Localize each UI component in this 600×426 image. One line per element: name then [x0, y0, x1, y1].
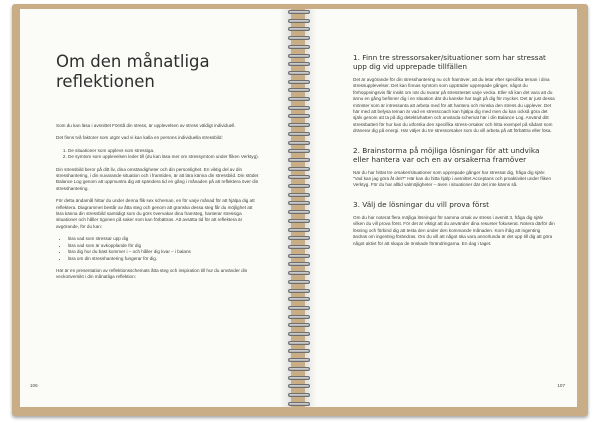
- spiral-ring: [288, 106, 310, 110]
- spiral-ring: [288, 158, 310, 162]
- spiral-ring: [288, 36, 310, 40]
- spiral-ring: [288, 358, 310, 362]
- list-item: • lära vad som stressar upp dig: [68, 236, 261, 242]
- spiral-ring: [288, 10, 310, 14]
- spiral-ring: [288, 236, 310, 240]
- spiral-ring: [288, 175, 310, 179]
- section-step-3: [353, 200, 555, 247]
- factors-list: [56, 148, 261, 161]
- spiral-ring: [288, 367, 310, 371]
- spiral-ring: [288, 132, 310, 136]
- section-body: Om du har noterat flera möjliga lösningar för samma orsak av stress i avsnitt 3, fråga dig själv vilken du vill prova först. För det är viktigt att du använder dina resurser fokuserat. Notera därför din lösning och förbind dig att testa den under den kommande månaden. Kom ihåg att ingenting ändras om ingenting förändras. Om du vill att något ska vara annorlunda är det upp till dig att göra något aktivt för att skapa de önskade förändringarna. En dag i taget.: [353, 214, 555, 246]
- list-item: 1. De situationer som upplevs som stressiga.: [68, 148, 261, 154]
- left-page: [20, 9, 291, 407]
- spiral-ring: [288, 88, 310, 92]
- spiral-ring: [288, 332, 310, 336]
- spiral-ring: [288, 341, 310, 345]
- spiral-ring: [288, 393, 310, 397]
- spiral-ring: [288, 280, 310, 284]
- section-body: När du har hittat tre orsaker/situationer som upprepade gånger har stressat dig, fråga dig själv: "Vad kan jag göra åt det?" Här kan du hitta hjälp i avsnittet Acceptans och proaktivitet under fliken Verktyg. För du har alltid valmöjligheter – även i situationer där det inte känns så.: [353, 169, 552, 188]
- benefits-list: [56, 236, 261, 262]
- spiral-ring: [288, 271, 310, 275]
- spiral-binding: [286, 10, 312, 406]
- section-body: Det är avgörande för din stresshantering nu och framöver, att du letar efter specifika teman i dina stressupplevelser. Det kan finnas symtom som uppträder upprepade gånger, något du förhoppningsvis får insikt om när du svarar på stresstestet varje vecka. Eller så kan det vara att du ännu en gång befinner dig i en situation där du kanske har tagit på dig för mycket. Det är just dessa mönster som är intressanta att arbeta med för att hantera och minska den stress du upplever. Det här med att belysa teman är vad en stresscoach kan hjälpa dig med men du kan också göra det själv genom att ta på dig detektivhatten och använda schemat här i din Balance Log. Använd ditt stressbatteri för hur kan du utforska den specifika stress-orsaker och hitta exempel på sådant som dränerar dig på energi. Här väljer du tre stressorsaker som du vill arbeta på att förbättra eller lösa.: [353, 77, 555, 134]
- spiral-ring: [288, 97, 310, 101]
- section-step-2: [353, 146, 555, 189]
- spiral-ring: [288, 376, 310, 380]
- spiral-ring: [288, 19, 310, 23]
- section-step-1: [353, 53, 555, 135]
- list-item: • lära vad som är avkopplande för dig: [68, 243, 261, 249]
- spiral-ring: [288, 167, 310, 171]
- right-page-content: [353, 53, 555, 258]
- page-number: 106: [30, 383, 38, 388]
- spiral-ring: [288, 262, 310, 266]
- spiral-ring: [288, 149, 310, 153]
- spiral-ring: [288, 289, 310, 293]
- spiral-ring: [288, 193, 310, 197]
- spiral-ring: [288, 315, 310, 319]
- spiral-ring: [288, 349, 310, 353]
- spiral-ring: [288, 210, 310, 214]
- intro-paragraph: Som du kan läsa i avsnittet Förstå din stress, är upplevelsen av stress väldigt individuell.: [56, 123, 236, 128]
- factors-paragraph: Det finns två faktorer som utgör vad vi kan kalla en persons individuella stressbild:: [56, 135, 223, 141]
- spiral-ring: [288, 228, 310, 232]
- presentation-paragraph: Här är en presentation av reflektionsschemats åtta steg och inspiration till hur du använder din veckoöversikt i din månatliga reflektion:: [56, 267, 248, 280]
- spiral-ring: [288, 384, 310, 388]
- spiral-ring: [288, 297, 310, 301]
- spiral-ring: [288, 62, 310, 66]
- spiral-ring: [288, 123, 310, 127]
- page-title: Om den månatliga reflektionen: [56, 52, 210, 91]
- spiral-ring: [288, 45, 310, 49]
- right-page: [305, 9, 577, 407]
- spiral-ring: [288, 254, 310, 258]
- spiral-ring: [288, 323, 310, 327]
- spiral-ring: [288, 71, 310, 75]
- spiral-ring: [288, 184, 310, 188]
- spiral-ring: [288, 27, 310, 31]
- list-item: • lära dig hur du bäst kommer i – och håller dig kvar – i balans: [68, 249, 261, 255]
- spiral-ring: [288, 245, 310, 249]
- spiral-ring: [288, 402, 310, 406]
- list-item: 2. De symtom som upplevelsen leder till (du kan läsa mer om stressymtom under fliken Verktyg).: [68, 154, 261, 160]
- spiral-ring: [288, 54, 310, 58]
- stress-profile-paragraph: Din stressbild beror på ditt liv, dina omständigheter och din personlighet. En viktig del av din stresshantering, i din nuvarande situation och i framtiden, är att lära känna din stressbild. Din stödet Balance Log genom att uppmuntra dig att spändera tid en gång i månaden på att reflektera över din stresshantering.: [56, 166, 259, 191]
- page-number: 107: [557, 383, 565, 388]
- spiral-ring: [288, 201, 310, 205]
- left-page-content: [56, 52, 261, 287]
- spiral-ring: [288, 219, 310, 223]
- spiral-ring: [288, 141, 310, 145]
- purpose-paragraph: För detta ändamål hittar du under denna flik sex scheman, en för varje månad för att hjälpa dig att reflektera. Diagrammet består av åtta steg och genom att granska dessa steg får du möjlighet att lära känna din stressbild samtidigt som du görs övervakar dina framsteg, hanterar stressiga situationer och håller ögonen på saker som kan förbättras. Att avsätta tid för att reflektera är avgörande, för du kan:: [56, 198, 255, 229]
- section-heading: 3. Välj de lösningar du vill prova först: [353, 199, 490, 209]
- spiral-ring: [288, 306, 310, 310]
- list-item: • lära om din stresshantering fungerar för dig.: [68, 256, 261, 262]
- section-heading: 2. Brainstorma på möjliga lösningar för att undvika eller hantera var och en av orsakerna framöver: [353, 145, 540, 164]
- section-heading: 1. Finn tre stressorsaker/situationer som har stressat upp dig vid upprepade tillfällen: [353, 53, 546, 71]
- spiral-ring: [288, 80, 310, 84]
- spiral-ring: [288, 114, 310, 118]
